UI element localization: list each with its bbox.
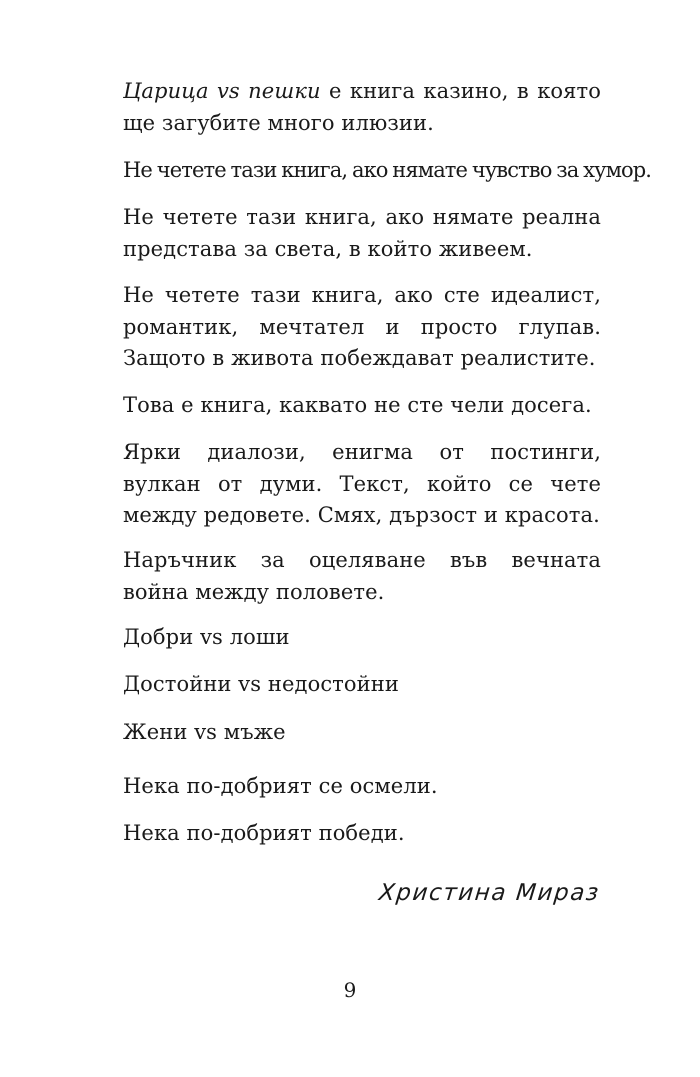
paragraph-intro [123, 76, 601, 139]
paragraph-reality: Не четете тази книга, ако нямате реална представа за света, в който живеем. [123, 205, 601, 261]
paragraph-survival-guide: Наръчник за оцеляване във вечната война между половете. [123, 548, 601, 604]
book-title: Царица vs пешки [123, 79, 321, 103]
paragraph-win: Нека по-добрият победи. [123, 821, 405, 845]
paragraph-worthy-vs-unworthy: Достойни vs недостойни [123, 672, 399, 696]
page-number: 9 [343, 978, 357, 1002]
paragraph-dialogues: Ярки диалози, енигма от постинги, вулкан от думи. Текст, който се чете между редовете. Смях, дързост и красота. [123, 440, 601, 527]
paragraph-humor: Не четете тази книга, ако нямате чувство за хумор. [123, 158, 652, 182]
paragraph-never-read: Това е книга, каквато не сте чели досега. [123, 393, 592, 417]
paragraph-text: е книга казино, в която ще загубите много илюзии. [123, 79, 601, 135]
paragraph-dare: Нека по-добрият се осмели. [123, 774, 438, 798]
paragraph-good-vs-bad: Добри vs лоши [123, 625, 290, 649]
author-signature: Христина Мираз [377, 880, 602, 906]
paragraph-women-vs-men: Жени vs мъже [123, 720, 286, 744]
paragraph-idealist: Не четете тази книга, ако сте идеалист, романтик, мечтател и просто глупав. Защото в живота побеждават реалистите. [123, 283, 601, 370]
